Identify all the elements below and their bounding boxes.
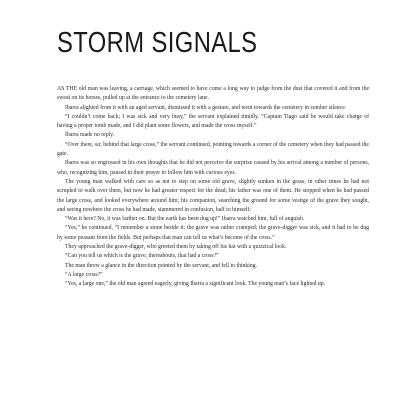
paragraph-3: “I couldn’t come back; I was sick and very busy,” the servant explained timidly. “Captain Tiago said he would take charge of having a proper tomb made, and I did plant some flowers, and made the cross myself.” <box>57 113 369 130</box>
paragraph-13: “A large cross?” <box>65 271 103 278</box>
paragraph-1: AS THE old man was leaving, a carriage, which seemed to have come a long way to judge from the dust that covered it and from the sweat on its horses, pulled up at the entrance to the cemetery lane. <box>57 86 369 102</box>
paragraph-10: They approached the grave-digger, who greeted them by taking off his hat with a quizzical look. <box>65 244 287 251</box>
paragraph-4: Ibarra made no reply. <box>65 132 115 139</box>
paragraph-12: The man threw a glance in the direction pointed by the servant, and fell to thinking. <box>65 262 258 269</box>
paragraph-11: “Can you tell us which is the grave, thereabouts, that had a cross?” <box>65 253 219 260</box>
paragraph-9: “Yes,” he continued, “I remember a stone beside it; the grave was rather cramped; the grave-digger was sick, and it had to be dug by some peasant from the fields. But perhaps that man can tell us what’s become of the cross.” <box>57 225 369 241</box>
paragraph-5: “Over there, sir, behind that large cross,” the servant continued, pointing towards a corner of the cemetery when they had passed the gate. <box>57 141 369 158</box>
paragraph-6: Ibarra was so engrossed in his own thoughts that he did not perceive the surprise caused by his arrival among a number of persons, who, recognizing him, paused in their prayer to follow him with curious eyes. <box>57 160 369 176</box>
book-page <box>31 0 391 416</box>
paragraph-8: “Was it here? No, it was farther on. But the earth has been dug up!” Ibarra watched him, full of anguish. <box>65 216 305 223</box>
paragraph-2: Ibarra alighted from it with an aged servant, dismissed it with a gesture, and went towards the cemetery in somber silence. <box>65 104 347 111</box>
chapter-title: STORM SIGNALS <box>57 27 258 59</box>
chapter-body <box>57 85 369 290</box>
paragraph-14: “Yes, a large one,” the old man agreed eagerly, giving Ibarra a significant look. The young man’s face lighted up. <box>65 281 326 288</box>
paragraph-7: The young man walked with care so as not to step on some old grave, slightly sunken in the grass; in other times he had not scrupled to walk over them, but now he had greater respect for the dead; his father was one of them. He stopped when he had passed the large cross, and looked everywhere around him; his companion, searching the ground for some vestige of the grave they sought, and seeing nowhere the cross he had made, stammered in confusion, half to himself: <box>57 178 369 213</box>
